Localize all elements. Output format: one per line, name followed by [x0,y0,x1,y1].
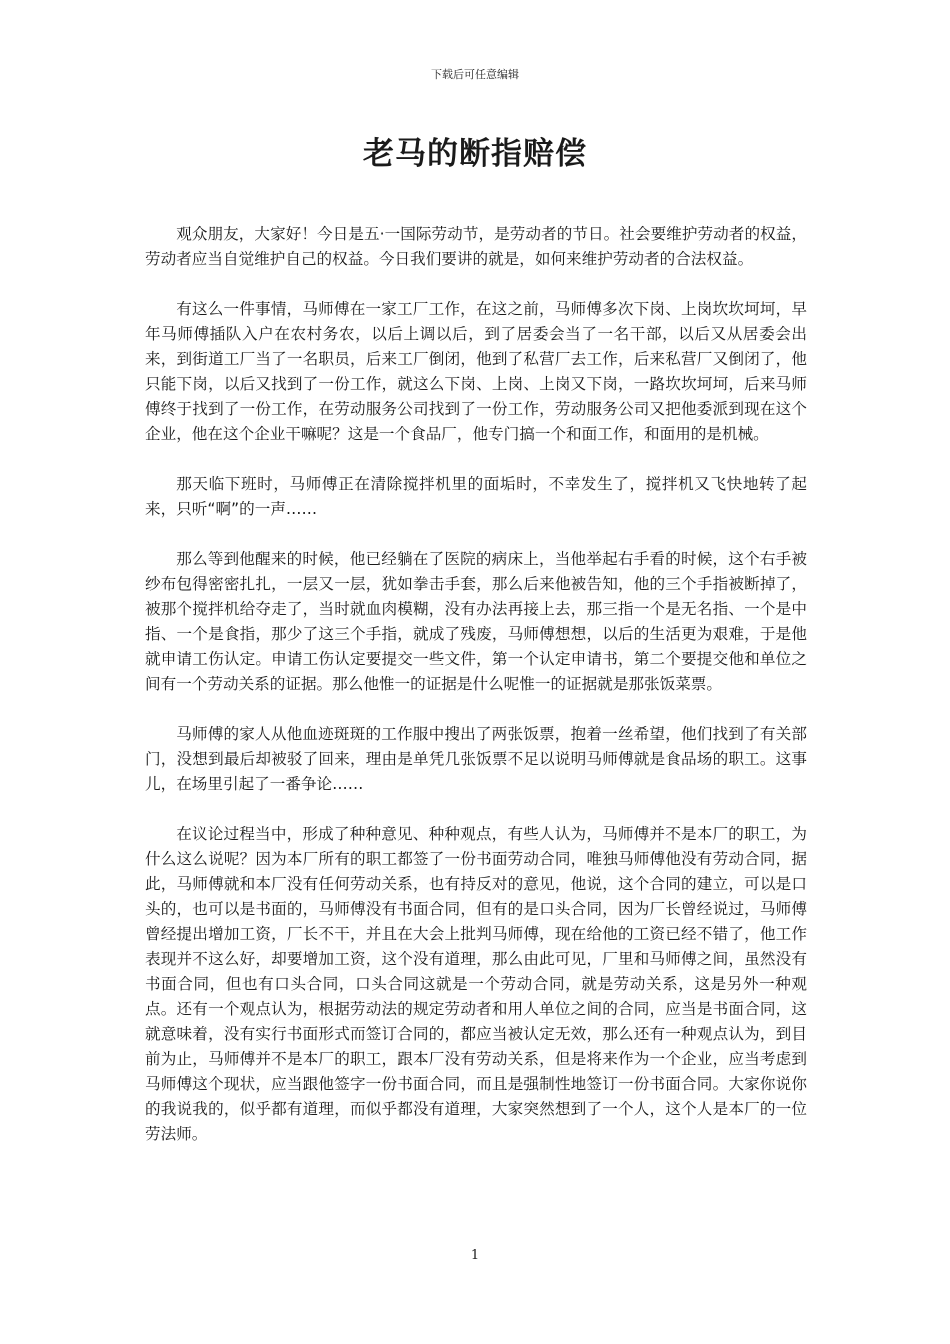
document-body [145,222,807,1172]
paragraph: 观众朋友，大家好！今日是五·一国际劳动节，是劳动者的节日。社会要维护劳动者的权益，劳动者应当自觉维护自己的权益。今日我们要讲的就是，如何来维护劳动者的合法权益。 [145,225,807,268]
paragraph: 在议论过程当中，形成了种种意见、种种观点，有些人认为，马师傅并不是本厂的职工，为什么这么说呢？因为本厂所有的职工都签了一份书面劳动合同，唯独马师傅他没有劳动合同，据此，马师傅就和本厂没有任何劳动关系，也有持反对的意见，他说，这个合同的建立，可以是口头的，也可以是书面的，马师傅没有书面合同，但有的是口头合同，因为厂长曾经说过，马师傅曾经提出增加工资，厂长不干，并且在大会上批判马师傅，现在给他的工资已经不错了，他工作表现并不这么好，却要增加工资，这个没有道理，那么由此可见，厂里和马师傅之间，虽然没有书面合同，但也有口头合同，口头合同这就是一个劳动合同，就是劳动关系，这是另外一种观点。还有一个观点认为，根据劳动法的规定劳动者和用人单位之间的合同，应当是书面合同，这就意味着，没有实行书面形式而签订合同的，都应当被认定无效，那么还有一种观点认为，到目前为止，马师傅并不是本厂的职工，跟本厂没有劳动关系，但是将来作为一个企业，应当考虑到马师傅这个现状，应当跟他签字一份书面合同，而且是强制性地签订一份书面合同。大家你说你的我说我的，似乎都有道理，而似乎都没有道理，大家突然想到了一个人，这个人是本厂的一位劳法师。 [145,825,807,1143]
document-title: 老马的断指赔偿 [363,136,587,172]
paragraph: 那么等到他醒来的时候，他已经躺在了医院的病床上，当他举起右手看的时候，这个右手被纱布包得密密扎扎，一层又一层，犹如拳击手套，那么后来他被告知，他的三个手指被断掉了，被那个搅拌机给夺走了，当时就血肉模糊，没有办法再接上去，那三指一个是无名指、一个是中指、一个是食指，那少了这三个手指，就成了残废，马师傅想想，以后的生活更为艰难，于是他就申请工伤认定。申请工伤认定要提交一些文件，第一个认定申请书，第二个要提交他和单位之间有一个劳动关系的证据。那么他惟一的证据是什么呢惟一的证据就是那张饭菜票。 [145,550,807,693]
paragraph: 那天临下班时，马师傅正在清除搅拌机里的面垢时，不幸发生了，搅拌机又飞快地转了起来，只听“啊”的一声…… [145,475,807,518]
paragraph: 有这么一件事情，马师傅在一家工厂工作，在这之前，马师傅多次下岗、上岗坎坎坷坷，早年马师傅插队入户在农村务农，以后上调以后，到了居委会当了一名干部，以后又从居委会出来，到街道工厂当了一名职员，后来工厂倒闭，他到了私营厂去工作，后来私营厂又倒闭了，他只能下岗，以后又找到了一份工作，就这么下岗、上岗、上岗又下岗，一路坎坎坷坷，后来马师傅终于找到了一份工作，在劳动服务公司找到了一份工作，劳动服务公司又把他委派到现在这个企业，他在这个企业干嘛呢？这是一个食品厂，他专门搞一个和面工作，和面用的是机械。 [145,300,807,443]
header-note: 下载后可任意编辑 [431,68,519,81]
paragraph: 马师傅的家人从他血迹斑斑的工作服中搜出了两张饭票，抱着一丝希望，他们找到了有关部门，没想到最后却被驳了回来，理由是单凭几张饭票不足以说明马师傅就是食品场的职工。这事儿，在场里引起了一番争论…… [145,725,807,793]
page-number: 1 [470,1248,480,1263]
